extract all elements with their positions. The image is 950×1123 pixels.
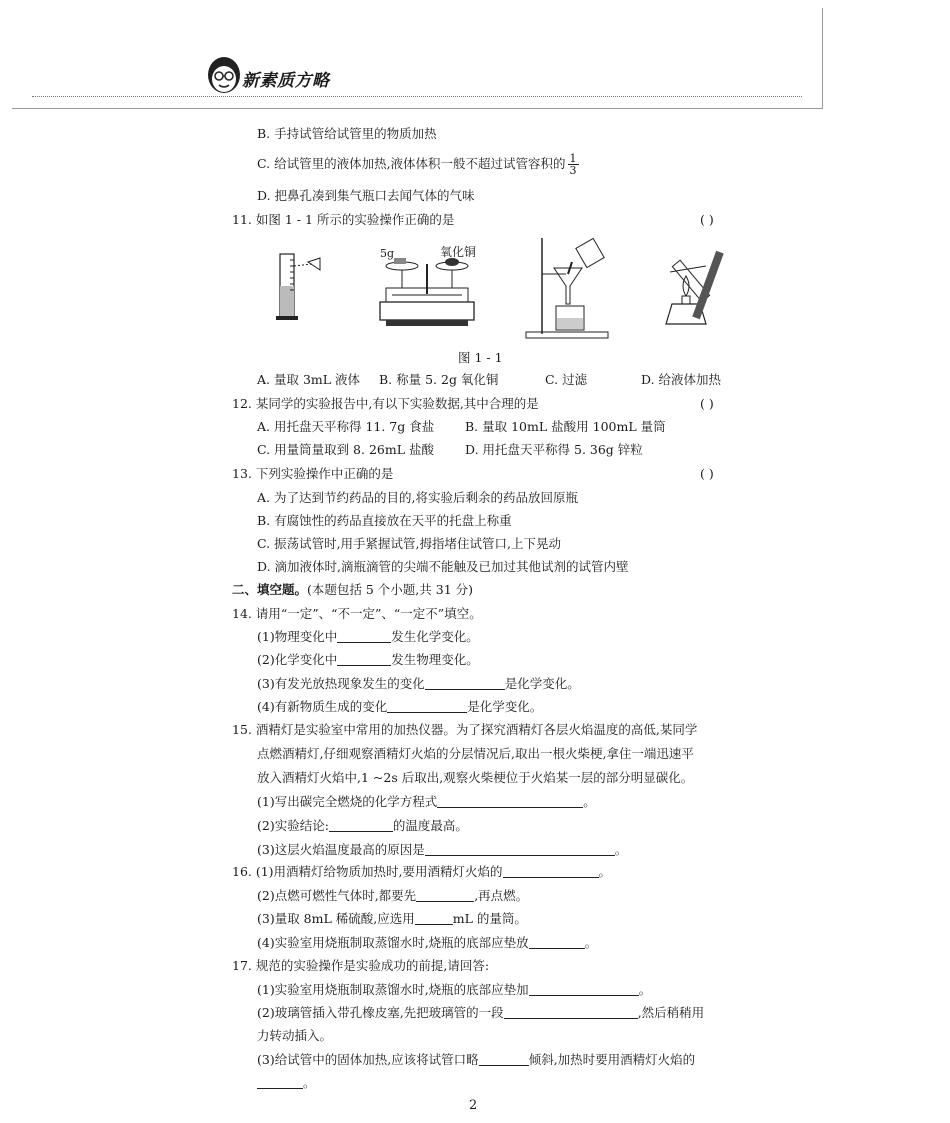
q13-stem: 13. 下列实验操作中正确的是 (232, 466, 394, 481)
page-number: 2 (469, 1098, 478, 1113)
q15-stem-line1: 15. 酒精灯是实验室中常用的加热仪器。为了探究酒精灯各层火焰温度的高低,某同学 (232, 722, 698, 737)
section-heading: 二、填空题。(本题包括 5 个小题,共 31 分) (232, 582, 473, 597)
answer-blank[interactable] (503, 865, 599, 878)
q16-sub3: (3)量取 8mL 稀硫酸,应选用 mL 的量筒。 (257, 911, 527, 926)
q11-option-d: D. 给液体加热 (641, 372, 722, 387)
q16-sub4: (4)实验室用烧瓶制取蒸馏水时,烧瓶的底部应垫放 。 (257, 935, 598, 950)
answer-blank[interactable] (529, 983, 639, 996)
q15-sub2: (2)实验结论: 的温度最高。 (257, 818, 468, 833)
q12-option-d: D. 用托盘天平称得 5. 36g 锌粒 (465, 442, 643, 457)
q12-stem: 12. 某同学的实验报告中,有以下实验数据,其中合理的是 (232, 396, 539, 411)
cartoon-face-logo-icon (205, 55, 243, 95)
q15-stem-line2: 点燃酒精灯,仔细观察酒精灯火焰的分层情况后,取出一根火柴梗,拿住一端迅速平 (257, 746, 694, 761)
brand-title: 新素质方略 (242, 71, 330, 91)
q10-option-c: C. 给试管里的液体加热,液体体积一般不超过试管容积的 $\frac{1}{3}$ (257, 152, 577, 177)
q11-option-c: C. 过滤 (545, 372, 588, 387)
answer-blank[interactable] (415, 912, 453, 925)
q10-option-d: D. 把鼻孔凑到集气瓶口去闻气体的气味 (257, 188, 475, 203)
q17-sub3: (3)给试管中的固体加热,应该将试管口略 倾斜,加热时要用酒精灯火焰的 (257, 1052, 696, 1067)
q14-sub4: (4)有新物质生成的变化 是化学变化。 (257, 699, 543, 714)
header-divider (32, 96, 802, 97)
q17-sub2-line2: 力转动插入。 (257, 1028, 333, 1043)
q11-stem: 11. 如图 1 - 1 所示的实验操作正确的是 (232, 212, 455, 227)
answer-bracket: ( ) (700, 212, 714, 227)
answer-blank[interactable] (337, 630, 391, 643)
answer-blank[interactable] (257, 1076, 303, 1089)
q16-sub1: 16. (1)用酒精灯给物质加热时,要用酒精灯火焰的 。 (232, 864, 612, 879)
answer-blank[interactable] (416, 889, 474, 902)
q16-sub2: (2)点燃可燃性气体时,都要先 ,再点燃。 (257, 888, 529, 903)
q11-option-b: B. 称量 5. 2g 氧化铜 (379, 372, 499, 387)
fraction: $\frac{1}{3}$ (569, 152, 577, 177)
q17-sub1: (1)实验室用烧瓶制取蒸馏水时,烧瓶的底部应垫加 。 (257, 982, 652, 997)
q17-stem: 17. 规范的实验操作是实验成功的前提,请回答: (232, 958, 490, 973)
q11-option-a: A. 量取 3mL 液体 (257, 372, 361, 387)
fig-label-5g: 5g (380, 247, 395, 260)
answer-blank[interactable] (437, 795, 583, 808)
q17-sub3-line2: 。 (257, 1075, 316, 1091)
q13-option-d: D. 滴加液体时,滴瓶滴管的尖端不能触及已加过其他试剂的试管内壁 (257, 559, 629, 574)
q17-sub2: (2)玻璃管插入带孔橡皮塞,先把玻璃管的一段 ,然后稍稍用 (257, 1005, 705, 1020)
answer-bracket: ( ) (700, 466, 714, 481)
answer-blank[interactable] (504, 1006, 638, 1019)
answer-blank[interactable] (337, 653, 391, 666)
q12-option-c: C. 用量筒量取到 8. 26mL 盐酸 (257, 442, 434, 457)
q15-sub3: (3)这层火焰温度最高的原因是 。 (257, 842, 628, 857)
fig-label-copper-oxide: 氧化铜 (440, 245, 477, 259)
answer-blank[interactable] (387, 700, 467, 713)
figure-caption: 图 1 - 1 (458, 350, 503, 365)
answer-blank[interactable] (329, 819, 393, 832)
q15-sub1: (1)写出碳完全燃烧的化学方程式 。 (257, 794, 596, 809)
q14-sub3: (3)有发光放热现象发生的变化 是化学变化。 (257, 676, 580, 691)
filtration-figure (520, 234, 616, 340)
q11-options (257, 372, 721, 388)
q14-sub1: (1)物理变化中 发生化学变化。 (257, 629, 479, 644)
q10-option-b: B. 手持试管给试管里的物质加热 (257, 126, 437, 141)
q13-option-a: A. 为了达到节约药品的目的,将实验后剩余的药品放回原瓶 (257, 490, 578, 505)
answer-blank[interactable] (425, 677, 505, 690)
header-frame (12, 8, 823, 109)
answer-blank[interactable] (529, 936, 585, 949)
q14-sub2: (2)化学变化中 发生物理变化。 (257, 652, 479, 667)
q15-stem-line3: 放入酒精灯火焰中,1 ~2s 后取出,观察火柴梗位于火焰某一层的部分明显碳化。 (257, 770, 694, 785)
answer-blank[interactable] (479, 1053, 529, 1066)
answer-bracket: ( ) (700, 396, 714, 411)
q13-option-b: B. 有腐蚀性的药品直接放在天平的托盘上称重 (257, 513, 512, 528)
heating-liquid-figure (656, 244, 740, 330)
q12-option-b: B. 量取 10mL 盐酸用 100mL 量筒 (465, 419, 666, 434)
cylinder-reading-figure (272, 250, 328, 322)
q14-stem: 14. 请用“一定”、“不一定”、“一定不”填空。 (232, 606, 482, 621)
answer-blank[interactable] (425, 843, 615, 856)
q13-option-c: C. 振荡试管时,用手紧握试管,拇指堵住试管口,上下晃动 (257, 536, 561, 551)
q12-option-a: A. 用托盘天平称得 11. 7g 食盐 (257, 419, 435, 434)
